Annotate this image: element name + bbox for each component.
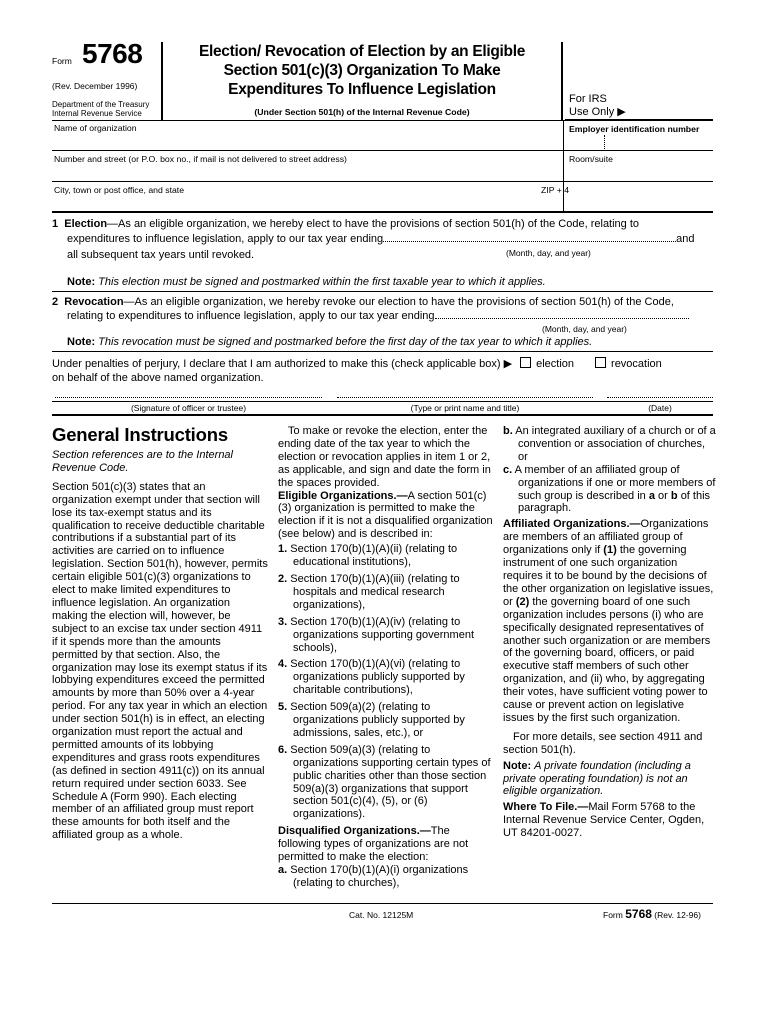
line-2-text-b: relating to expenditures to influence legislation, apply to our tax year ending: [67, 310, 435, 322]
room-input[interactable]: [569, 165, 709, 179]
affiliated-marker-1: (1): [603, 544, 617, 557]
list-item-number: 4.: [278, 658, 288, 671]
footer-form-id: [603, 907, 701, 921]
line-1-text-c: all subsequent tax years until revoked.: [67, 249, 255, 261]
footer-form-number: 5768: [625, 907, 652, 921]
disqualified-item-c-or: or: [658, 489, 668, 502]
disqualified-item-c-ref-a: a: [648, 489, 655, 502]
line-2-heading: Revocation: [64, 296, 124, 308]
list-item-number: 3.: [278, 615, 288, 628]
form-title-line-1: Election/ Revocation of Election by an Eligible: [198, 43, 526, 60]
eligible-paragraph: [278, 490, 494, 542]
irs-use-label: [569, 93, 626, 119]
affiliated-text-3: the governing board of one such organization includes persons (i) who are specifically designated representatives of another such organization or are members of the governing board, officers, or paid executive staff members of such other organization, and (ii) who, by aggregating their votes, have sufficient voting power to cause or prevent action on legislative issues by the first such organization.: [503, 595, 711, 724]
form-title: [162, 42, 562, 99]
disqualified-item-c-end: of this paragraph.: [518, 489, 711, 515]
list-item: [278, 744, 494, 821]
perjury-statement: [52, 357, 714, 385]
ein-label: Employer identification number: [569, 124, 700, 134]
line-1-row-c: [52, 246, 714, 260]
disqualified-paragraph: [278, 825, 494, 864]
line-2-revocation: [52, 295, 714, 323]
list-item-text: Section 170(b)(1)(A)(iii) (relating to hospitals and medical research organizations),: [290, 572, 460, 611]
disqualified-item-b-letter: b.: [503, 425, 513, 437]
list-item-text: Section 170(b)(1)(A)(ii) (relating to educational institutions),: [290, 543, 458, 569]
perjury-text-1: Under penalties of perjury, I declare that I am authorized to make this (check applicable box) ▶: [52, 358, 513, 370]
signature-input[interactable]: [55, 397, 322, 398]
line-1-note-label: Note:: [67, 276, 96, 288]
perjury-row-1: [52, 357, 714, 371]
instructions-column-2: [278, 425, 494, 890]
line-2-bottom-rule: [52, 351, 713, 352]
line-2-note: [67, 336, 717, 348]
instructions-column-1: [52, 424, 268, 842]
city-input[interactable]: [54, 196, 534, 210]
eligible-text: A section 501(c)(3) organization is permitted to make the election if it is not a disqualified organization (see below) and is described in:: [278, 489, 493, 541]
revocation-date-hint: (Month, day, and year): [542, 324, 627, 334]
note-text: A private foundation (including a private operating foundation) is not an eligible organization.: [503, 759, 691, 798]
header-bottom-rule: [52, 120, 713, 121]
ein-divider: [563, 121, 564, 211]
catalog-number: Cat. No. 12125M: [349, 910, 414, 920]
affiliated-text-2: the governing instrument of one such organization requires it to be bound by the decisions of the other organization on legislative issues, or: [503, 544, 714, 608]
date-label: (Date): [648, 403, 672, 413]
disqualified-item-c: [503, 464, 717, 516]
line-1-heading: Election: [64, 218, 108, 230]
list-item-number: 5.: [278, 701, 288, 714]
private-foundation-note: [503, 760, 717, 799]
list-item-text: Section 170(b)(1)(A)(vi) (relating to organizations publicly supported by charitable contributions),: [290, 658, 465, 697]
list-item-number: 1.: [278, 543, 288, 556]
irs-use-line-1: For IRS: [569, 93, 607, 105]
ein-separator: [604, 135, 605, 149]
disqualified-item-c-text: A member of an affiliated group of organizations if one or more members of such group is described in: [514, 463, 716, 502]
zip-label: ZIP + 4: [541, 185, 570, 195]
street-label: Number and street (or P.O. box no., if mail is not delivered to street address): [54, 154, 347, 164]
line-1-row-a: [52, 218, 714, 232]
form-number: 5768: [82, 38, 143, 69]
line-1-election: [52, 218, 714, 260]
how-to-paragraph: To make or revoke the election, enter the ending date of the tax year to which the election or revocation applies in item 1 or 2, as applicable, and sign and date the form in the spaces provided.: [278, 425, 491, 489]
disqualified-item-c-letter: c.: [503, 463, 513, 476]
footer-rule: [52, 903, 713, 904]
zip-input[interactable]: [569, 196, 709, 210]
eligible-heading: Eligible Organizations.—: [278, 489, 408, 502]
affiliated-marker-2: (2): [515, 595, 530, 608]
instructions-paragraph-1: Section 501(c)(3) states that an organization exempt under that section will lose its tax-exempt status and its qualification to receive deductible charitable contributions if a substantial part of its activities are carried on to influence legislation. Section 501(h), however, permits certain eligible 501(c)(3) organizations to elect to make limited expenditures to influence legislation. An organization making the election will, however, be subject to an excise tax under section 4911 if it spends more than the amounts permitted by that section. Also, the organization may lose its exempt status if its lobbying expenditures exceed the permitted amounts by more than 50% over a 4-year period. For any tax year in which an election under section 501(h) is in effect, an electing organization must report the actual and permitted amounts of its lobbying expenditures and grass roots expenditures (as defined in section 4911(c)) on its annual return required under section 6033. See Schedule A (Form 990). Each electing member of an affiliated group must report these amounts for both itself and the affiliated group as a whole.: [52, 480, 268, 842]
form-title-line-3: Expenditures To Influence Legislation: [228, 81, 496, 98]
instructions-title: General Instructions: [52, 424, 228, 445]
perjury-text-2: on behalf of the above named organization.: [52, 372, 264, 384]
line-1-text-b: expenditures to influence legislation, apply to our tax year ending: [67, 232, 384, 245]
list-item: [278, 616, 494, 655]
affiliated-text-1: Organizations are members of an affiliated group of organizations only if: [503, 518, 709, 557]
list-item: [278, 573, 494, 612]
line-2-note-text: This revocation must be signed and postmarked before the first day of the tax year to which it applies.: [98, 336, 593, 348]
street-bottom-rule: [52, 181, 713, 182]
room-label: Room/suite: [569, 154, 613, 164]
list-item-text: Section 170(b)(1)(A)(iv) (relating to organizations supporting government schools),: [290, 615, 475, 654]
where-to-file: [503, 801, 717, 840]
org-name-label: Name of organization: [54, 123, 137, 133]
name-bottom-rule: [52, 150, 713, 151]
line-2-number: 2: [52, 296, 59, 308]
disqualified-text: The following types of organizations are not permitted to make the election:: [278, 825, 469, 864]
affiliated-paragraph: [503, 518, 717, 725]
signature-bottom-rule: [52, 414, 713, 416]
disqualified-item-a-text: Section 170(b)(1)(A)(i) organizations (relating to churches),: [290, 864, 469, 889]
line-1-number: 1: [52, 218, 59, 230]
where-to-file-text: Mail Form 5768 to the Internal Revenue Service Center, Ogden, UT 84201-0027.: [503, 801, 705, 840]
list-item: [278, 658, 494, 697]
election-date-input[interactable]: [383, 232, 676, 242]
election-checkbox[interactable]: [520, 357, 531, 368]
list-item-text: Section 509(a)(2) (relating to organizations publicly supported by admissions, sales, etc.), or: [290, 701, 465, 739]
line-2-row-b: [52, 309, 714, 323]
list-item-number: 6.: [278, 743, 288, 756]
disqualified-item-b: [503, 425, 717, 464]
list-item-number: 2.: [278, 572, 288, 585]
form-subtitle: (Under Section 501(h) of the Internal Revenue Code): [254, 107, 470, 117]
line-1-text-a: —As an eligible organization, we hereby elect to have the provisions of section 501(h) of the Code, relating to: [107, 218, 640, 230]
line-1-note-text: This election must be signed and postmarked within the first taxable year to which it applies.: [98, 276, 546, 288]
revocation-checkbox-label: revocation: [611, 358, 662, 370]
disqualified-heading: Disqualified Organizations.—: [278, 825, 431, 838]
signature-top-rule: [52, 401, 713, 402]
footer-revision: (Rev. 12-96): [654, 910, 701, 920]
city-label: City, town or post office, and state: [54, 185, 185, 195]
line-2-row-a: [52, 295, 714, 309]
agency: Internal Revenue Service: [52, 109, 142, 118]
list-item: [278, 543, 494, 569]
line-1-row-b: [52, 232, 714, 247]
line-1-note: [67, 276, 717, 288]
ein-input[interactable]: [569, 135, 709, 149]
name-title-label: (Type or print name and title): [410, 403, 520, 413]
revision-date: (Rev. December 1996): [52, 81, 138, 91]
date-input[interactable]: [607, 397, 713, 398]
department: Department of the Treasury: [52, 100, 150, 109]
line-1-and: and: [676, 232, 695, 245]
line-1-bottom-rule: [52, 291, 713, 292]
instructions-intro: Section references are to the Internal Revenue Code.: [52, 449, 233, 474]
disqualified-item-b-text: An integrated auxiliary of a church or of a convention or association of churches, or: [515, 425, 716, 463]
irs-use-line-2: Use Only ▶: [569, 106, 626, 118]
street-input[interactable]: [54, 165, 559, 179]
election-checkbox-label: election: [536, 358, 575, 370]
line-2-text-a: —As an eligible organization, we hereby revoke our election to have the provisions of section 501(h) of the Code,: [123, 296, 674, 308]
list-item: [278, 701, 494, 740]
affiliated-heading: Affiliated Organizations.—: [503, 518, 641, 531]
form-title-line-2: Section 501(c)(3) Organization To Make: [223, 62, 501, 79]
signature-label: (Signature of officer or trustee): [130, 403, 247, 413]
org-name-input[interactable]: [54, 135, 559, 149]
note-label: Note:: [503, 759, 532, 772]
disqualified-item-a-letter: a.: [278, 864, 288, 876]
footer-form-word: Form: [603, 910, 623, 920]
address-bottom-rule: [52, 211, 713, 213]
name-title-input[interactable]: [337, 397, 593, 398]
disqualified-item-c-ref-b: b: [670, 489, 678, 502]
form-label: Form: [52, 56, 72, 66]
more-details: For more details, see section 4911 and section 501(h).: [503, 730, 703, 756]
election-date-hint: (Month, day, and year): [506, 248, 591, 258]
list-item-text: Section 509(a)(3) (relating to organizations supporting certain types of public charities other than those section 509(a)(3) organizations that support section 501(c)(4), (5), or (6) organizations).: [290, 743, 491, 821]
eligible-list: [278, 543, 494, 821]
instructions-column-3: [503, 425, 717, 840]
where-to-file-heading: Where To File.—: [503, 801, 589, 814]
disqualified-item-a: [278, 864, 494, 890]
revocation-checkbox[interactable]: [595, 357, 606, 368]
line-2-note-label: Note:: [67, 336, 96, 348]
revocation-date-input[interactable]: [435, 309, 689, 319]
